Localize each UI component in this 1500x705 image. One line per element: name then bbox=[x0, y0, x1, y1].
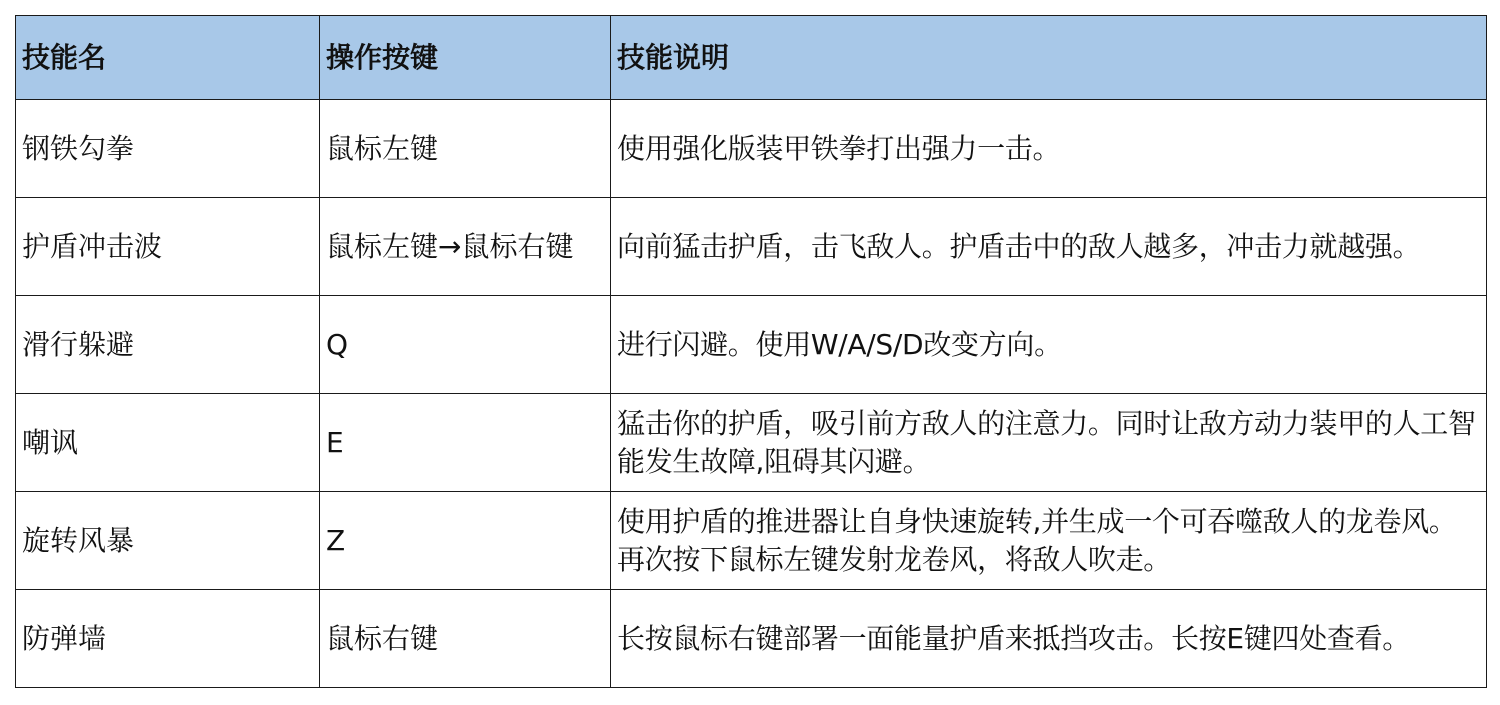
table-header-row bbox=[16, 16, 1487, 100]
table-row bbox=[16, 198, 1487, 296]
table-row bbox=[16, 492, 1487, 590]
skill-name-cell: 钢铁勾拳 bbox=[16, 100, 320, 198]
table-row bbox=[16, 296, 1487, 394]
skill-description-cell: 进行闪避。使用W/A/S/D改变方向。 bbox=[611, 296, 1487, 394]
skill-name-cell: 护盾冲击波 bbox=[16, 198, 320, 296]
skill-key-cell: 鼠标右键 bbox=[320, 590, 611, 688]
skill-key-cell: Z bbox=[320, 492, 611, 590]
skill-name-cell: 防弹墙 bbox=[16, 590, 320, 688]
skill-key-cell: 鼠标左键→鼠标右键 bbox=[320, 198, 611, 296]
skill-key-cell: Q bbox=[320, 296, 611, 394]
table-row bbox=[16, 394, 1487, 492]
skill-key-cell: 鼠标左键 bbox=[320, 100, 611, 198]
table-row bbox=[16, 590, 1487, 688]
header-key: 操作按键 bbox=[320, 16, 611, 100]
skill-table-container bbox=[15, 15, 1487, 688]
skill-description-cell: 使用强化版装甲铁拳打出强力一击。 bbox=[611, 100, 1487, 198]
skill-name-cell: 旋转风暴 bbox=[16, 492, 320, 590]
skill-key-cell: E bbox=[320, 394, 611, 492]
skill-table bbox=[15, 15, 1487, 688]
skill-description-cell: 猛击你的护盾，吸引前方敌人的注意力。同时让敌方动力装甲的人工智能发生故障,阻碍其闪避。 bbox=[611, 394, 1487, 492]
header-skill-name: 技能名 bbox=[16, 16, 320, 100]
skill-name-cell: 滑行躲避 bbox=[16, 296, 320, 394]
table-row bbox=[16, 100, 1487, 198]
skill-description-cell: 向前猛击护盾，击飞敌人。护盾击中的敌人越多，冲击力就越强。 bbox=[611, 198, 1487, 296]
skill-description-cell: 使用护盾的推进器让自身快速旋转,并生成一个可吞噬敌人的龙卷风。再次按下鼠标左键发射龙卷风，将敌人吹走。 bbox=[611, 492, 1487, 590]
header-description: 技能说明 bbox=[611, 16, 1487, 100]
skill-description-cell: 长按鼠标右键部署一面能量护盾来抵挡攻击。长按E键四处查看。 bbox=[611, 590, 1487, 688]
skill-name-cell: 嘲讽 bbox=[16, 394, 320, 492]
